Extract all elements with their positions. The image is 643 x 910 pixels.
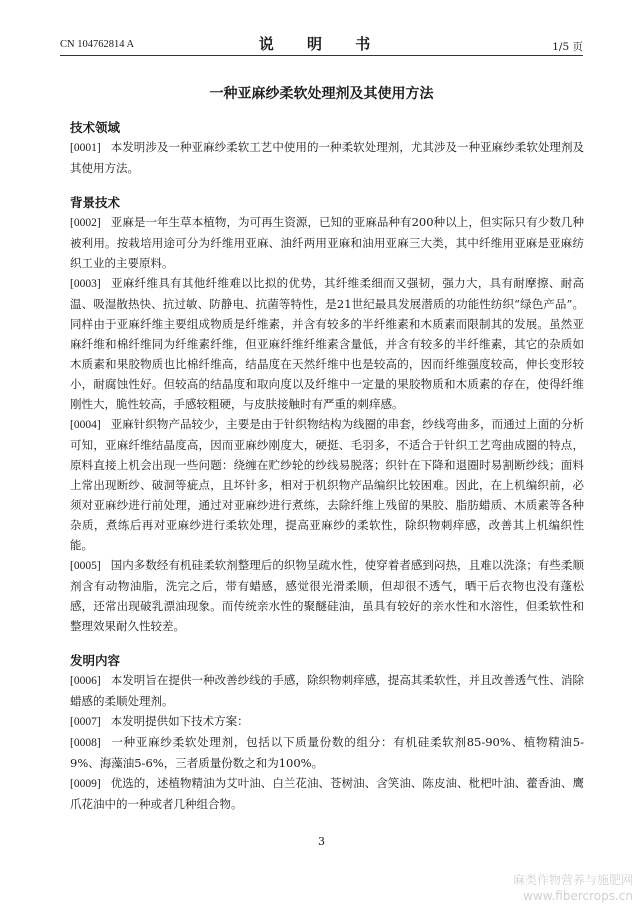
section-heading: 技术领域 bbox=[70, 120, 121, 135]
paragraph-number: [0009] bbox=[70, 778, 101, 790]
document-title: 一种亚麻纱柔软处理剂及其使用方法 bbox=[209, 86, 434, 102]
paragraph bbox=[70, 273, 584, 414]
paragraph bbox=[70, 670, 584, 711]
watermark-site-name: 麻类作物营养与施肥网 bbox=[512, 873, 633, 887]
paragraph-number: [0005] bbox=[70, 560, 101, 572]
watermark bbox=[513, 872, 633, 904]
paragraph bbox=[70, 137, 584, 178]
paragraph-number: [0001] bbox=[70, 142, 101, 154]
paragraph-text: 本发明旨在提供一种改善纱线的手感，除织物刺痒感，提高其柔软性，并且改善透气性、消除蜡感的柔顺处理剂。 bbox=[70, 673, 584, 708]
paragraph-number: [0004] bbox=[70, 419, 101, 431]
paragraph bbox=[70, 555, 584, 636]
paragraph bbox=[70, 414, 584, 555]
paragraph-number: [0002] bbox=[70, 217, 101, 229]
paragraph-text: 亚麻纤维具有其他纤维难以比拟的优势，其纤维柔细而又强韧，强力大，具有耐摩擦、耐高温、吸湿散热快、抗过敏、防静电、抗菌等特性，是21世纪最具发展潜质的功能性纺织“绿色产品”。同样由于亚麻纤维主要组成物质是纤维素，并含有较多的半纤维素和木质素而限制其的发展。虽然亚麻纤维和棉纤维同为纤维素纤维，但亚麻纤维纤维素含量低，并含有较多的半纤维素，其它的杂质如木质素和果胶物质也比棉纤维高，结晶度在天然纤维中也是较高的，因而纤维强度较高，伸长变形较小，耐腐蚀性好。但较高的结晶度和取向度以及纤维中一定量的果胶物质和木质素的存在，使得纤维刚性大，脆性较高，手感较粗硬，与皮肤接触时有严重的刺痒感。 bbox=[70, 276, 584, 411]
page-info: 1/5 页 bbox=[552, 41, 583, 53]
document-body bbox=[70, 119, 584, 814]
paragraph bbox=[70, 212, 584, 273]
paragraph bbox=[70, 711, 584, 732]
page-header bbox=[60, 33, 583, 56]
paragraph-text: 一种亚麻纱柔软处理剂，包括以下质量份数的组分：有机硅柔软剂85-90%、植物精油5-9%、海藻油5-6%，三者质量份数之和为100%。 bbox=[70, 735, 584, 770]
paragraph-text: 国内多数经有机硅柔软剂整理后的织物呈疏水性，使穿着者感到闷热，且难以洗涤；有些柔顺剂含有动物油脂，洗完之后，带有蜡感，感觉很光滑柔顺，但却很不透气，晒干后衣物也没有蓬松感，还常出现破乳漂油现象。而传统亲水性的聚醚硅油，虽具有较好的亲水性和水溶性，但柔软性和整理效果耐久性较差。 bbox=[70, 558, 584, 633]
paragraph-text: 亚麻是一年生草本植物，为可再生资源，已知的亚麻品种有200种以上，但实际只有少数几种被利用。按栽培用途可分为纤维用亚麻、油纤两用亚麻和油用亚麻三大类，其中纤维用亚麻是亚麻纺织工业的主要原料。 bbox=[70, 215, 584, 270]
paragraph-text: 本发明提供如下技术方案： bbox=[110, 714, 249, 728]
paragraph-number: [0008] bbox=[70, 737, 101, 749]
publication-number: CN 104762814 A bbox=[60, 39, 135, 50]
paragraph-number: [0007] bbox=[70, 716, 101, 728]
paragraph-number: [0006] bbox=[70, 675, 101, 687]
paragraph-text: 本发明涉及一种亚麻纱柔软工艺中使用的一种柔软处理剂，尤其涉及一种亚麻纱柔软处理剂及其使用方法。 bbox=[70, 140, 584, 175]
paragraph bbox=[70, 773, 584, 814]
document-type: 说 明 书 bbox=[258, 35, 385, 53]
paragraph-text: 亚麻针织物产品较少，主要是由于针织物结构为线圈的串套，纱线弯曲多，而通过上面的分析可知，亚麻纤维结晶度高，因而亚麻纱刚度大，硬挺、毛羽多，不适合于针织工艺弯曲成圈的特点，原料直接上机会出现一些问题：绕缠在贮纱轮的纱线易脱落；织针在下降和退圈时易割断纱线；面料上常出现断纱、破洞等疵点，且坏针多，相对于机织物产品编织比较困难。因此，在上机编织前，必须对亚麻纱进行前处理，通过对亚麻纱进行煮练，去除纤维上残留的果胶、脂肪蜡质、木质素等各种杂质，煮练后再对亚麻纱进行柔软处理，提高亚麻纱的柔软性，除织物刺痒感，改善其上机编织性能。 bbox=[70, 417, 584, 552]
section-heading: 发明内容 bbox=[70, 653, 121, 668]
paragraph bbox=[70, 732, 584, 773]
paragraph-text: 优选的，述植物精油为艾叶油、白兰花油、苍树油、含笑油、陈皮油、枇杷叶油、藿香油、鹰爪花油中的一种或者几种组合物。 bbox=[70, 776, 584, 811]
section-heading: 背景技术 bbox=[70, 195, 121, 210]
paragraph-number: [0003] bbox=[70, 278, 101, 290]
watermark-url: www.fibercrops.cn bbox=[523, 889, 633, 903]
page-number: 3 bbox=[318, 835, 325, 848]
